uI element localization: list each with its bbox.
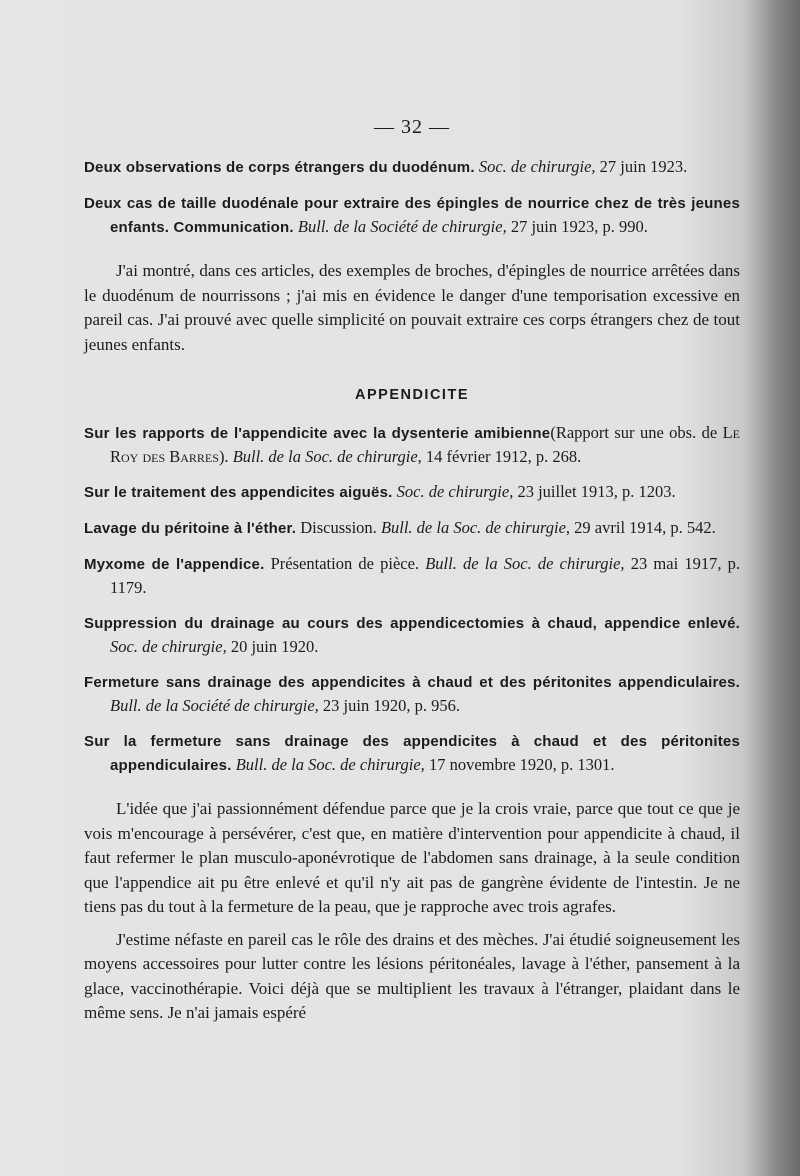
- reference-entry: [84, 729, 740, 777]
- reference-note: Présentation de pièce.: [270, 554, 420, 573]
- page-content: [84, 116, 740, 1034]
- reference-journal: Bull. de la Soc. de chirurgie,: [425, 554, 625, 573]
- reference-details: 27 juin 1923.: [599, 157, 688, 176]
- reference-journal: Bull. de la Soc. de chirurgie,: [380, 518, 571, 537]
- reference-title: Myxome de l'appendice.: [84, 556, 265, 573]
- body-paragraph: L'idée que j'ai passionnément défendue parce que je la crois vraie, parce que tout ce que je vois m'encourage à persévérer, c'est que, en matière d'intervention pour appendicite à chaud, il faut refermer le plan musculo-aponévrotique de l'abdomen sans drainage, à la seule condition que l'appendice ait pu être enlevé et qu'il n'y ait pas de gangrène évidente de l'intestin. Je ne tiens pas du tout à la fermeture de la peau, que je rapproche avec trois agrafes.: [84, 799, 740, 916]
- reference-details: 17 novembre 1920, p. 1301.: [428, 755, 615, 774]
- page-number: — 32 —: [374, 116, 450, 138]
- reference-entry: [84, 480, 740, 504]
- reference-author: Le Roy des Barres).: [110, 423, 741, 466]
- reference-entry: [84, 516, 740, 540]
- reference-details: 23 juillet 1913, p. 1203.: [517, 482, 676, 501]
- reference-title: Sur les rapports de l'appendicite avec la dysenterie amibienne: [84, 425, 551, 442]
- section-heading: APPENDICITE: [355, 387, 469, 403]
- reference-details: 23 mai 1917, p. 1179.: [110, 554, 740, 597]
- reference-title: Fermeture sans drainage des appendicites à chaud et des péritonites appendiculaires.: [84, 674, 740, 691]
- reference-entry: [84, 552, 740, 599]
- reference-journal: Bull. de la Société de chirurgie,: [110, 696, 319, 715]
- reference-title: Deux cas de taille duodénale pour extraire des épingles de nourrice chez de très jeunes enfants. Communication.: [84, 195, 740, 236]
- reference-title: Suppression du drainage au cours des appendicectomies à chaud, appendice enlevé.: [84, 615, 740, 632]
- reference-title: Deux observations de corps étrangers du duodénum.: [84, 159, 475, 176]
- reference-entry: [84, 155, 740, 179]
- reference-entry: [84, 670, 740, 717]
- reference-entry: [84, 611, 740, 658]
- reference-note: Discussion.: [300, 518, 377, 537]
- reference-title: Sur la fermeture sans drainage des appendicites à chaud et des péritonites appendiculaires.: [84, 733, 740, 774]
- reference-journal: Soc. de chirurgie,: [396, 482, 514, 501]
- reference-title: Sur le traitement des appendicites aiguës.: [84, 484, 393, 501]
- body-paragraph: J'ai montré, dans ces articles, des exemples de broches, d'épingles de nourrice arrêtées dans le duodénum de nourrissons ; j'ai mis en évidence le danger d'une temporisation excessive en pareil cas. J'ai prouvé avec quelle simplicité on pouvait extraire ces corps étrangers chez de tout jeunes enfants.: [84, 261, 740, 354]
- reference-entry: [84, 191, 740, 239]
- reference-entry: [84, 421, 740, 468]
- reference-details: 27 juin 1923, p. 990.: [510, 217, 648, 236]
- reference-details: 29 avril 1914, p. 542.: [574, 518, 716, 537]
- reference-details: 20 juin 1920.: [230, 637, 319, 656]
- reference-note: (Rapport sur une obs. de: [550, 423, 718, 442]
- reference-details: 14 février 1912, p. 268.: [425, 447, 582, 466]
- reference-journal: Soc. de chirurgie,: [478, 157, 596, 176]
- reference-journal: Bull. de la Soc. de chirurgie,: [235, 755, 425, 774]
- reference-title: Lavage du péritoine à l'éther.: [84, 520, 297, 537]
- reference-journal: Soc. de chirurgie,: [110, 637, 227, 656]
- body-paragraph: J'estime néfaste en pareil cas le rôle des drains et des mèches. J'ai étudié soigneusement les moyens accessoires pour lutter contre les lésions péritonéales, lavage à l'éther, pansement à la glace, vaccinothérapie. Voici déjà que se multiplient les travaux à l'étranger, plaidant dans le même sens. Je n'ai jamais espéré: [84, 929, 740, 1022]
- reference-details: 23 juin 1920, p. 956.: [322, 696, 460, 715]
- reference-journal: Bull. de la Société de chirurgie,: [297, 217, 507, 236]
- reference-journal: Bull. de la Soc. de chirurgie,: [232, 447, 422, 466]
